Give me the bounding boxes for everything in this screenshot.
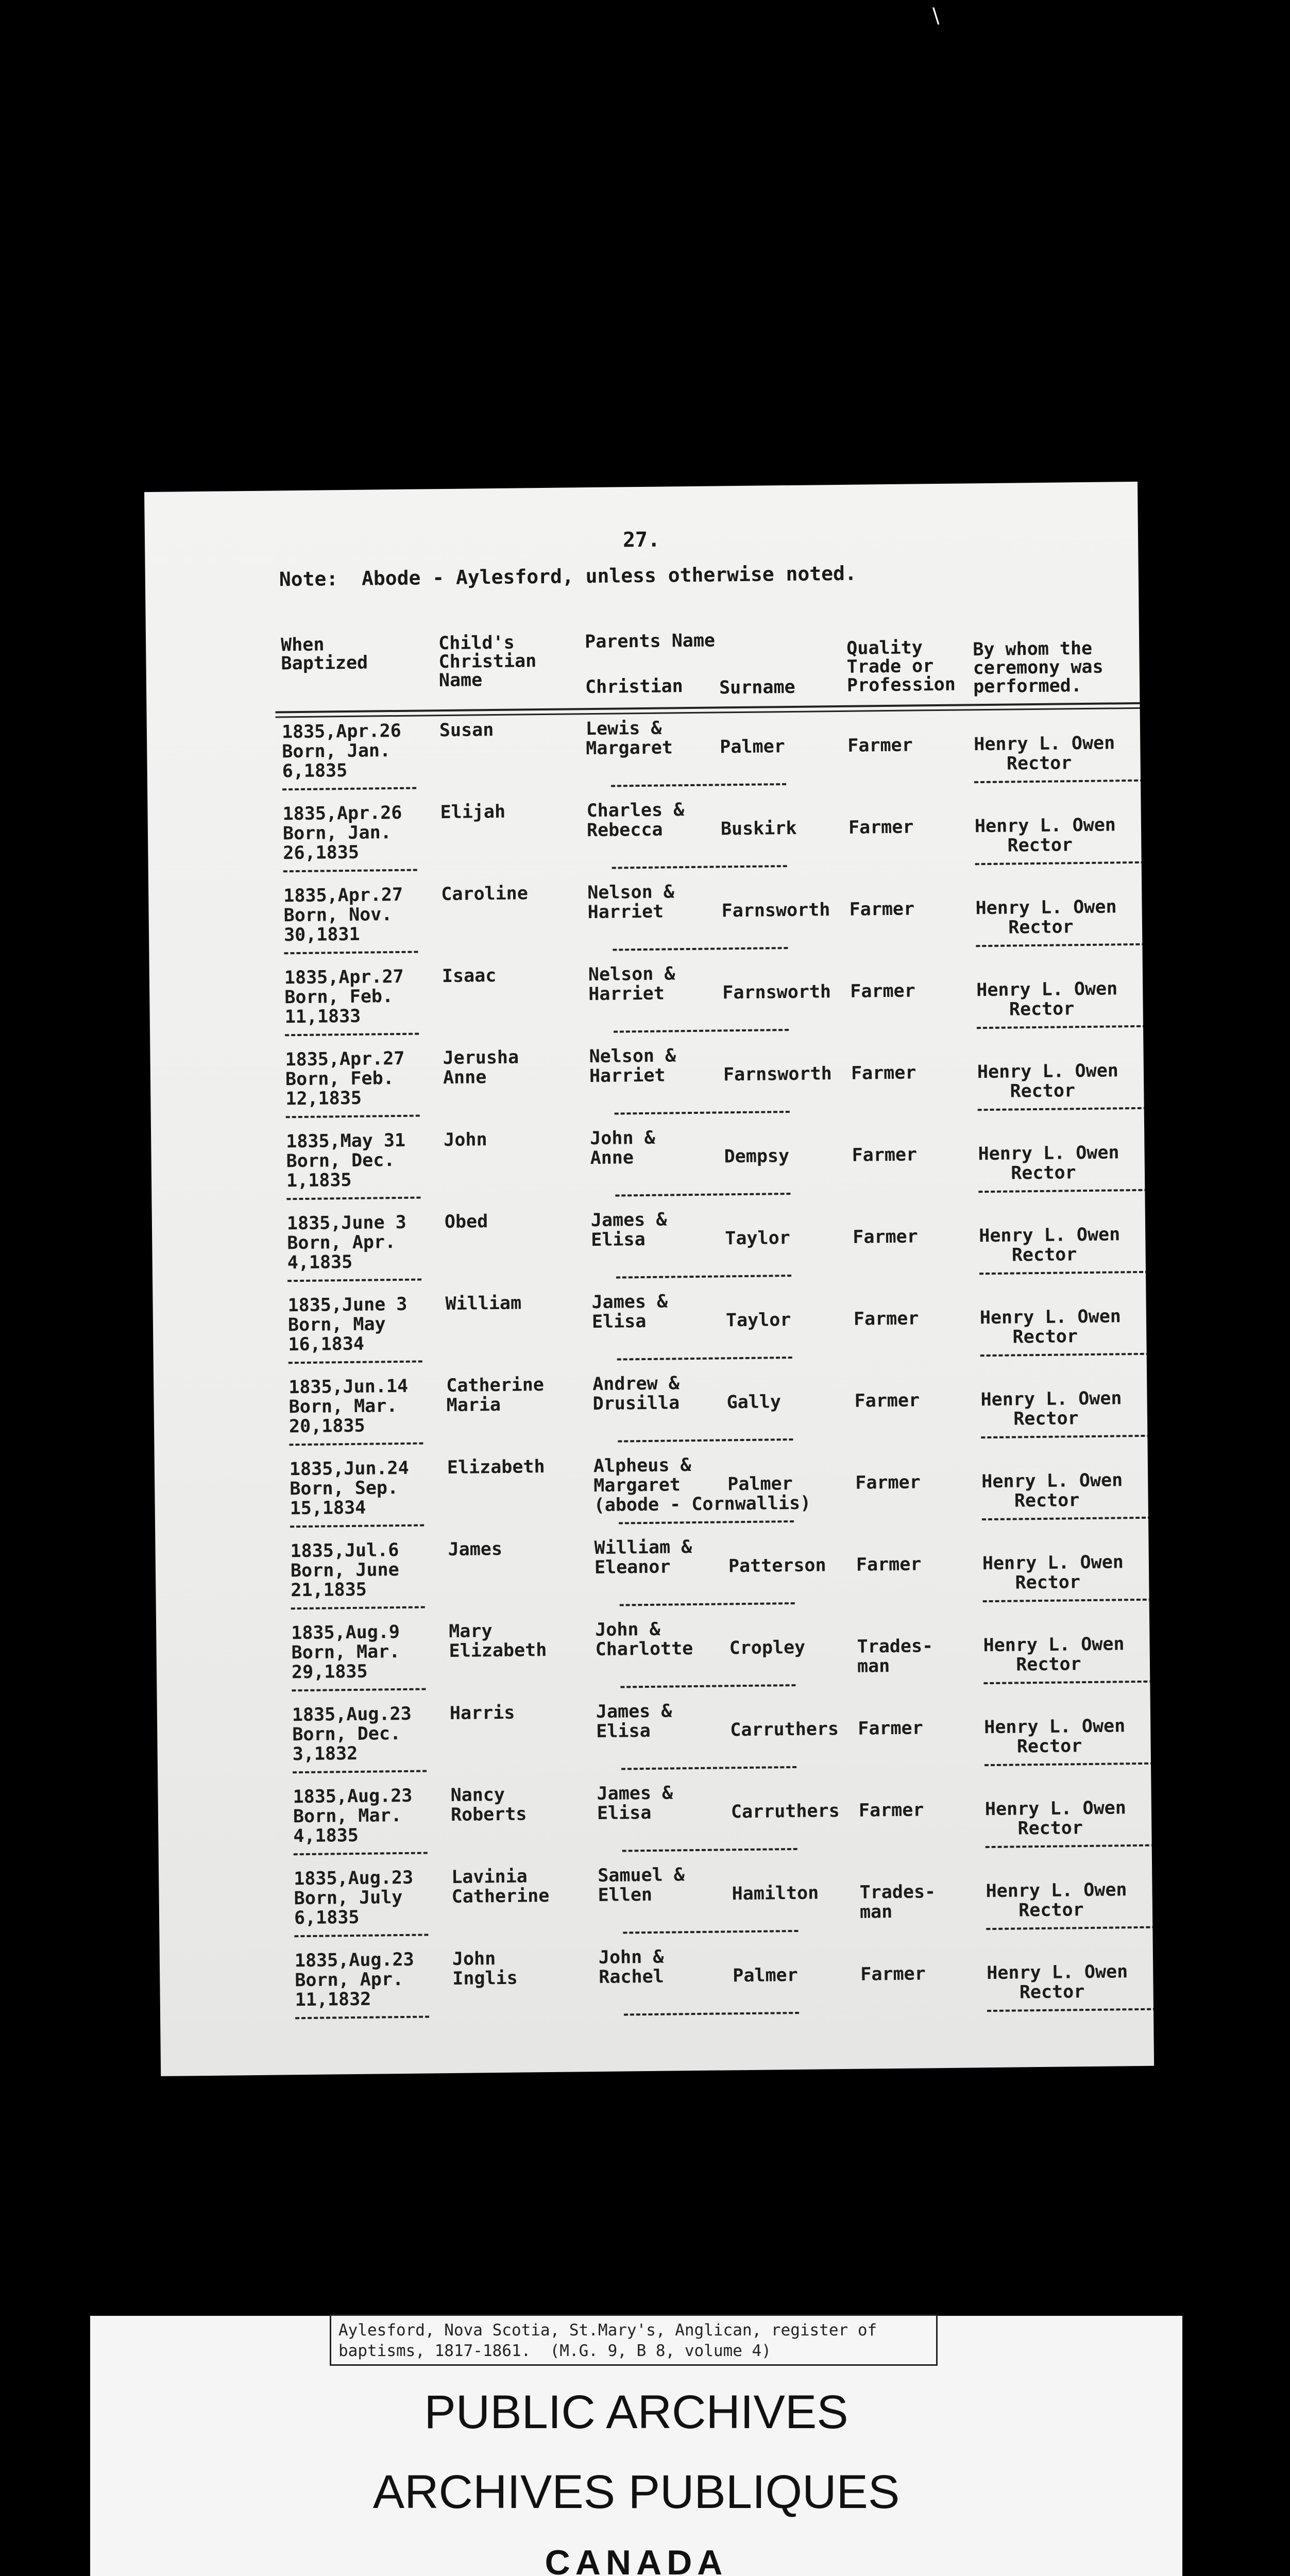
entry-child-name: Isaac bbox=[442, 965, 497, 987]
table-row bbox=[147, 795, 1142, 886]
table-row bbox=[157, 1697, 1151, 1787]
entry-surname: Farnsworth bbox=[723, 1063, 832, 1086]
date-underline bbox=[293, 1770, 427, 1773]
date-underline bbox=[286, 1115, 420, 1118]
entry-trade: Farmer bbox=[855, 1472, 921, 1494]
entry-minister: Henry L. Owen Rector bbox=[985, 1798, 1127, 1840]
entry-minister: Henry L. Owen Rector bbox=[977, 1060, 1119, 1103]
entry-parents: John & Anne bbox=[590, 1127, 655, 1169]
parents-underline bbox=[616, 1275, 791, 1279]
entry-surname: Hamilton bbox=[732, 1883, 819, 1905]
entry-child-name: James bbox=[448, 1538, 503, 1561]
entry-minister: Henry L. Owen Rector bbox=[975, 896, 1117, 939]
entry-date: 1835,Apr.26 Born, Jan. 26,1835 bbox=[282, 802, 402, 864]
entry-trade: Farmer bbox=[848, 817, 914, 838]
entry-trade: Farmer bbox=[854, 1390, 920, 1412]
entry-minister: Henry L. Owen Rector bbox=[979, 1224, 1121, 1266]
entry-parents: Charles & Rebecca bbox=[586, 800, 685, 841]
entry-trade: Farmer bbox=[851, 1062, 916, 1084]
minister-underline bbox=[979, 1271, 1149, 1275]
archive-country: CANADA bbox=[545, 2543, 728, 2576]
date-underline bbox=[282, 787, 416, 791]
date-underline bbox=[294, 1852, 428, 1855]
date-underline bbox=[287, 1279, 421, 1282]
minister-underline bbox=[978, 1189, 1148, 1193]
entry-child-name: Lavinia Catherine bbox=[451, 1866, 550, 1907]
entry-trade: Trades- man bbox=[857, 1636, 933, 1677]
date-underline bbox=[294, 1934, 428, 1937]
entry-date: 1835,Jun.14 Born, Mar. 20,1835 bbox=[288, 1376, 409, 1437]
entry-parents: James & Elisa bbox=[597, 1783, 673, 1824]
table-row bbox=[147, 714, 1141, 804]
entry-surname: Dempsy bbox=[724, 1146, 790, 1167]
minister-underline bbox=[980, 1353, 1150, 1357]
entry-trade: Farmer bbox=[860, 1963, 926, 1985]
entry-child-name: Caroline bbox=[441, 883, 529, 905]
page-number: 27. bbox=[622, 528, 660, 552]
entry-trade: Farmer bbox=[850, 980, 915, 1002]
parents-underline bbox=[624, 2012, 799, 2016]
parents-underline bbox=[618, 1438, 793, 1443]
archive-title-en: PUBLIC ARCHIVES bbox=[424, 2386, 848, 2438]
entry-child-name: Susan bbox=[439, 720, 494, 741]
entry-date: 1835,Aug.23 Born, Dec. 3,1832 bbox=[292, 1703, 412, 1765]
header-by-whom: By whom the ceremony was performed. bbox=[973, 638, 1104, 698]
minister-underline bbox=[983, 1681, 1153, 1684]
entry-surname: Buskirk bbox=[720, 818, 797, 840]
archive-title-fr: ARCHIVES PUBLIQUES bbox=[372, 2466, 900, 2518]
register-page bbox=[144, 482, 1154, 2076]
parents-underline bbox=[620, 1684, 795, 1688]
entry-child-name: Nancy Roberts bbox=[450, 1784, 527, 1826]
parents-underline bbox=[612, 865, 787, 869]
header-christian: Christian bbox=[585, 676, 683, 698]
entry-minister: Henry L. Owen Rector bbox=[983, 1634, 1125, 1676]
minister-underline bbox=[986, 1926, 1154, 1930]
date-underline bbox=[295, 2015, 429, 2019]
entry-parents: Nelson & Harriet bbox=[589, 1045, 676, 1087]
parents-underline bbox=[617, 1357, 792, 1361]
entry-trade: Trades- man bbox=[859, 1882, 936, 1923]
parents-underline bbox=[621, 1766, 796, 1770]
archive-reference-tag: Aylesford, Nova Scotia, St.Mary's, Anglican, register of baptisms, 1817-1861. (M.G. 9, B 8, volume 4) bbox=[330, 2314, 938, 2366]
parents-underline bbox=[614, 1029, 789, 1033]
entry-trade: Farmer bbox=[858, 1800, 924, 1821]
entry-child-name: Mary Elizabeth bbox=[449, 1621, 547, 1662]
entry-trade: Farmer bbox=[852, 1144, 918, 1166]
date-underline bbox=[289, 1443, 423, 1446]
entry-parents: Andrew & Drusilla bbox=[592, 1373, 680, 1415]
header-parents-name: Parents Name bbox=[584, 630, 716, 653]
entry-parents: James & Elisa bbox=[596, 1701, 672, 1742]
minister-underline bbox=[977, 1025, 1147, 1029]
header-surname: Surname bbox=[719, 676, 795, 699]
entry-minister: Henry L. Owen Rector bbox=[987, 1961, 1128, 2004]
entry-minister: Henry L. Owen Rector bbox=[984, 1716, 1126, 1758]
table-row bbox=[154, 1369, 1148, 1460]
entry-trade: Farmer bbox=[847, 735, 913, 756]
entry-date: 1835,Aug.23 Born, Mar. 4,1835 bbox=[293, 1785, 413, 1847]
entry-minister: Henry L. Owen Rector bbox=[982, 1552, 1124, 1594]
minister-underline bbox=[985, 1762, 1154, 1766]
entry-parents: Alpheus & Margaret (abode - Cornwallis) bbox=[593, 1455, 811, 1516]
table-row bbox=[152, 1287, 1147, 1378]
entry-minister: Henry L. Owen Rector bbox=[980, 1388, 1122, 1430]
minister-underline bbox=[983, 1599, 1153, 1602]
parents-underline bbox=[615, 1111, 790, 1115]
header-quality: Quality Trade or Profession bbox=[846, 637, 956, 696]
entry-surname: Taylor bbox=[725, 1228, 790, 1249]
entry-child-name: Elijah bbox=[440, 801, 506, 823]
entry-date: 1835,June 3 Born, Apr. 4,1835 bbox=[286, 1212, 406, 1274]
abode-note: Note: Abode - Aylesford, unless otherwise noted. bbox=[279, 562, 857, 591]
date-underline bbox=[291, 1606, 425, 1610]
entry-trade: Farmer bbox=[849, 899, 915, 920]
entry-parents: Nelson & Harriet bbox=[587, 882, 675, 923]
entry-child-name: Obed bbox=[444, 1211, 488, 1233]
entry-trade: Farmer bbox=[853, 1226, 918, 1248]
minister-underline bbox=[981, 1435, 1151, 1438]
entry-date: 1835,Apr.26 Born, Jan. 6,1835 bbox=[281, 720, 401, 782]
entry-surname: Palmer bbox=[720, 736, 785, 758]
entry-date: 1835,June 3 Born, May 16,1834 bbox=[287, 1294, 408, 1355]
entry-child-name: Elizabeth bbox=[447, 1456, 545, 1479]
entry-parents: John & Rachel bbox=[598, 1946, 664, 1988]
date-underline bbox=[288, 1361, 422, 1364]
minister-underline bbox=[986, 1844, 1154, 1848]
table-row bbox=[150, 1041, 1144, 1132]
entry-minister: Henry L. Owen Rector bbox=[986, 1879, 1127, 1922]
entry-parents: William & Eleanor bbox=[594, 1537, 692, 1579]
table-row bbox=[160, 1942, 1154, 2033]
minister-underline bbox=[987, 2008, 1154, 2012]
minister-underline bbox=[975, 861, 1145, 865]
parents-underline bbox=[611, 783, 786, 787]
entry-date: 1835,Aug.23 Born, July 6,1835 bbox=[294, 1867, 414, 1929]
entry-surname: Carruthers bbox=[731, 1801, 840, 1823]
entry-trade: Farmer bbox=[853, 1308, 919, 1330]
entry-minister: Henry L. Owen Rector bbox=[978, 1142, 1119, 1184]
parents-underline bbox=[623, 1930, 798, 1934]
minister-underline bbox=[982, 1517, 1152, 1520]
entry-surname: Carruthers bbox=[730, 1719, 839, 1741]
entry-child-name: Jerusha Anne bbox=[443, 1047, 519, 1089]
entry-minister: Henry L. Owen Rector bbox=[976, 978, 1118, 1021]
header-child-name: Child's Christian Name bbox=[438, 632, 537, 691]
entry-parents: James & Elisa bbox=[590, 1209, 667, 1251]
minister-underline bbox=[974, 779, 1144, 783]
entry-date: 1835,Apr.27 Born, Feb. 11,1833 bbox=[284, 966, 404, 1028]
parents-underline bbox=[615, 1193, 790, 1197]
parents-underline bbox=[620, 1602, 795, 1606]
entry-child-name: William bbox=[445, 1293, 522, 1315]
entry-surname: Gally bbox=[726, 1392, 782, 1413]
entry-surname: Taylor bbox=[725, 1310, 791, 1331]
parents-underline bbox=[622, 1848, 797, 1852]
minister-underline bbox=[978, 1107, 1148, 1111]
parents-underline bbox=[619, 1520, 794, 1524]
entry-trade: Farmer bbox=[858, 1718, 923, 1739]
date-underline bbox=[286, 1197, 420, 1200]
table-row bbox=[155, 1533, 1149, 1623]
entry-minister: Henry L. Owen Rector bbox=[981, 1470, 1123, 1512]
date-underline bbox=[292, 1688, 426, 1692]
entry-date: 1835,Aug.23 Born, Apr. 11,1832 bbox=[294, 1949, 414, 2011]
date-underline bbox=[283, 869, 417, 873]
header-when-baptized: When Baptized bbox=[280, 634, 368, 674]
entry-parents: Samuel & Ellen bbox=[598, 1865, 685, 1906]
entry-surname: Patterson bbox=[728, 1555, 826, 1577]
entry-parents: Lewis & Margaret bbox=[585, 718, 673, 759]
entry-minister: Henry L. Owen Rector bbox=[979, 1306, 1122, 1348]
table-row bbox=[152, 1205, 1146, 1296]
table-row bbox=[159, 1860, 1153, 1951]
entry-date: 1835,Apr.27 Born, Feb. 12,1835 bbox=[285, 1048, 405, 1110]
entry-minister: Henry L. Owen Rector bbox=[974, 815, 1116, 857]
date-underline bbox=[285, 1033, 419, 1037]
parents-underline bbox=[613, 947, 788, 951]
entry-date: 1835,May 31 Born, Dec. 1,1835 bbox=[286, 1130, 406, 1192]
table-row bbox=[155, 1451, 1149, 1541]
entry-surname: Palmer bbox=[733, 1964, 798, 1987]
entry-child-name: John Inglis bbox=[452, 1948, 518, 1989]
date-underline bbox=[284, 951, 418, 955]
entry-child-name: John bbox=[444, 1129, 487, 1151]
entry-date: 1835,Aug.9 Born, Mar. 29,1835 bbox=[291, 1622, 400, 1683]
table-row bbox=[156, 1615, 1150, 1705]
table-row bbox=[148, 877, 1143, 968]
entry-date: 1835,Jun.24 Born, Sep. 15,1834 bbox=[289, 1458, 409, 1519]
table-row bbox=[158, 1778, 1152, 1869]
entry-date: 1835,Apr.27 Born, Nov. 30,1831 bbox=[283, 884, 403, 946]
entry-minister: Henry L. Owen Rector bbox=[974, 733, 1115, 775]
date-underline bbox=[290, 1524, 424, 1528]
entry-parents: John & Charlotte bbox=[595, 1619, 693, 1660]
entry-parents: Nelson & Harriet bbox=[588, 963, 675, 1005]
entry-date: 1835,Jul.6 Born, June 21,1835 bbox=[290, 1540, 399, 1601]
minister-underline bbox=[976, 943, 1146, 947]
entry-surname: Cropley bbox=[729, 1637, 806, 1659]
entry-parents: James & Elisa bbox=[591, 1291, 668, 1333]
entry-surname: Farnsworth bbox=[722, 981, 831, 1004]
table-row bbox=[151, 1123, 1145, 1214]
entry-trade: Farmer bbox=[856, 1554, 922, 1575]
table-row bbox=[149, 959, 1144, 1050]
entry-child-name: Harris bbox=[449, 1702, 515, 1724]
corner-mark: \ bbox=[932, 4, 940, 28]
entry-child-name: Catherine Maria bbox=[446, 1375, 545, 1416]
entry-surname: Palmer bbox=[727, 1473, 793, 1495]
entry-surname: Farnsworth bbox=[721, 900, 830, 922]
